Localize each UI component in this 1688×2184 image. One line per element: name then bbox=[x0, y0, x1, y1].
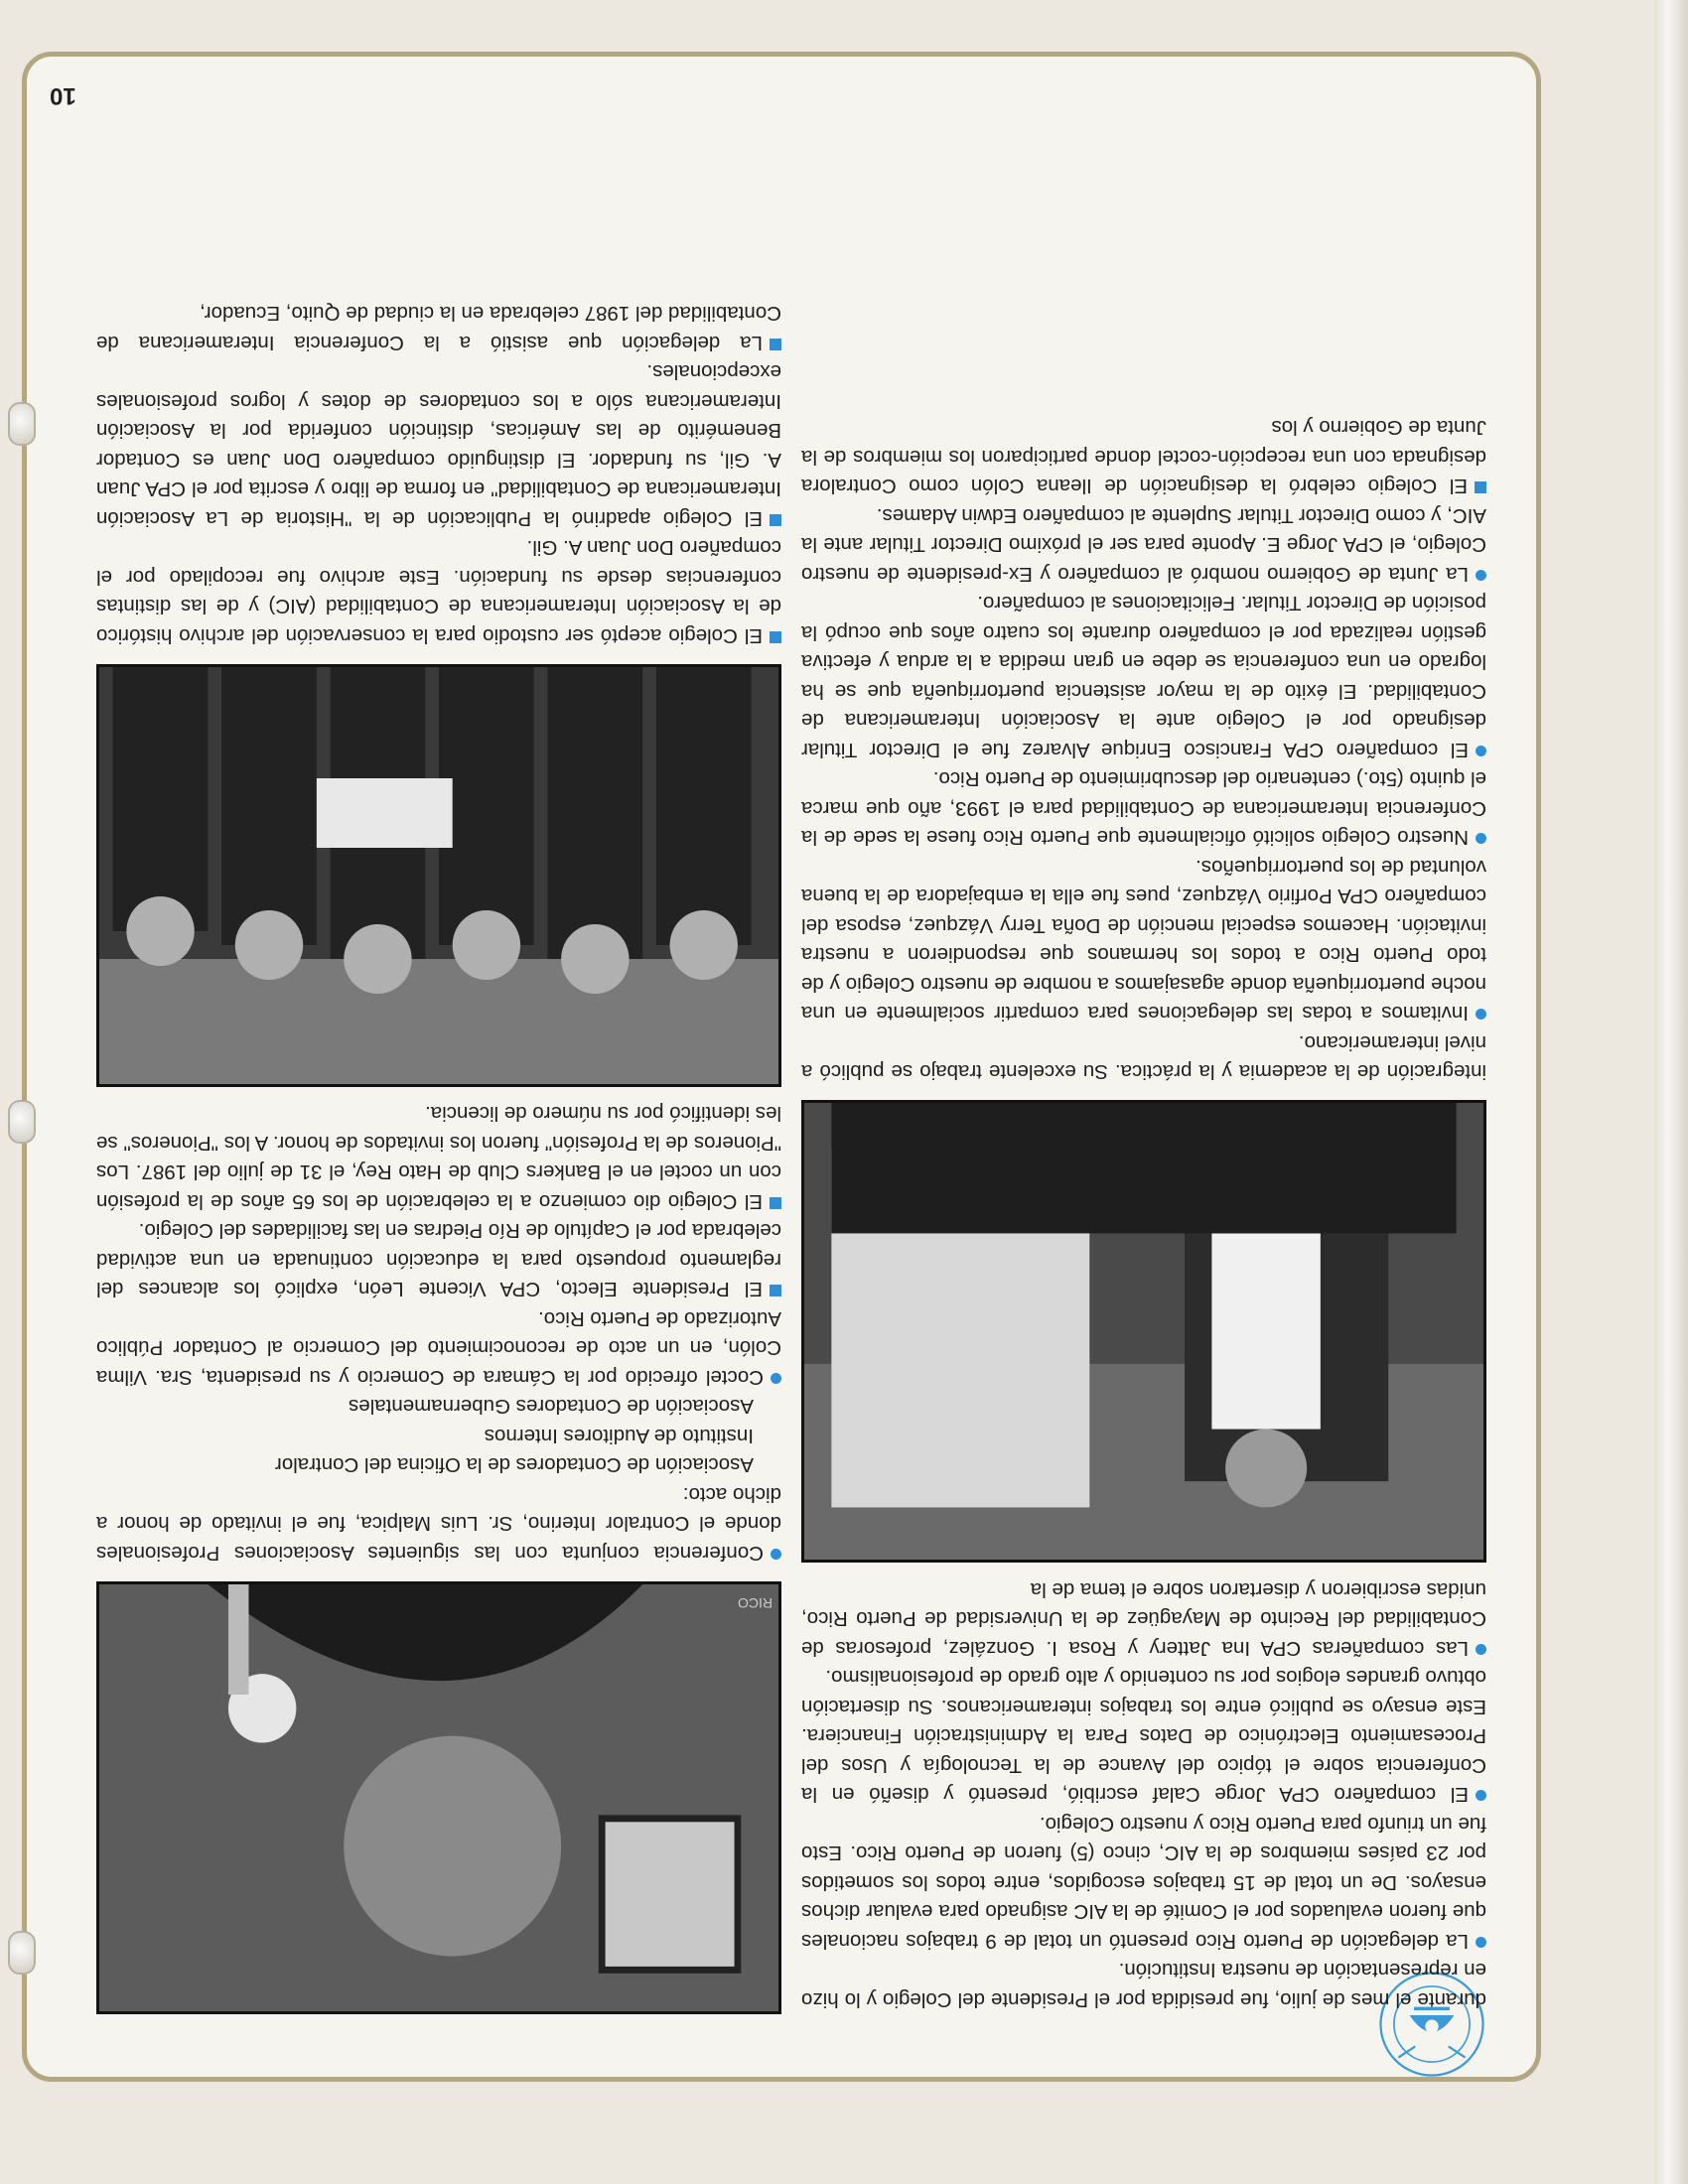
bullet-item: La delegación de Puerto Rico presentó un total de 9 trabajos nacionales que fueron evaluados por el Comité de la AIC asignado para evaluar dichos ensayos. De un total de 15 trabajos escogidos, entre todos los sometidos por 23 países miembros de la AIC, cinco (5) fueron de Puerto Rico. Esto fue un triunfo para Puerto Rico y nuestro Colegio. bbox=[801, 1813, 1486, 1953]
blue-bullet-icon bbox=[1476, 834, 1486, 845]
photo-caption-text: RICO bbox=[738, 1595, 773, 1612]
paragraph: integración de la academia y la práctica. Su excelente trabajo se publicó a nivel interamericano. bbox=[801, 1031, 1486, 1084]
bullet-item: El Colegio dio comienzo a la celebración de los 65 años de la profesión con un coctel en el Bankers Club de Hato Rey, el 31 de julio del 1987. Los "Pioneros de la Profesión" fueron los invitados de honor. A los "Pioneros" se les identificó por su número de licencia. bbox=[96, 1102, 781, 1213]
blue-bullet-icon bbox=[771, 1549, 781, 1560]
photo-man-at-microphone bbox=[96, 1581, 781, 2014]
indented-item: Instituto de Auditores Internos bbox=[484, 1425, 754, 1447]
blue-square-bullet-icon bbox=[770, 339, 781, 350]
blue-bullet-icon bbox=[1476, 746, 1486, 756]
bullet-item: El compañero CPA Francisco Enrique Alvarez fue el Director Titular designado por el Colegio ante la Asociación Interamericana de Contabilidad. El éxito de la mayor asistencia puertorriqueña que se ha logrado en una conferencia se debe en gran medida a la ardua y efectiva gestión realizada por el compañero durante los cuatro años que ocupó la posición de Director Titular. Felicitaciones al compañero. bbox=[801, 592, 1486, 761]
photo-speaker-at-podium bbox=[801, 1101, 1486, 1564]
blue-bullet-icon bbox=[1476, 570, 1486, 581]
bullet-item: Invitamos a todas las delegaciones para compartir socialmente en una noche puertorriqueña donde agasajamos a nombre de nuestro Colegio y de todo Puerto Rico a todos los hermanos que respondieron a nuestra invitación. Hacemos especial mención de Doña Terry Vázquez, esposa del compañero CPA Porfirio Vázquez, pues fue ella la embajadora de la buena voluntad de los puertorriqueños. bbox=[801, 856, 1486, 1025]
bullet-item: Coctel ofrecido por la Cámara de Comercio y su presidenta, Sra. Vilma Colón, en un acto de reconocimiento del Comercio al Contador Público Autorizado de Puerto Rico. bbox=[96, 1307, 781, 1389]
blue-square-bullet-icon bbox=[770, 1286, 781, 1297]
bullet-item: El compañero CPA Jorge Calaf escribió, presentó y diseñó en la Conferencia sobre el tópico del Avance de la Tecnología y Usos del Procesamiento Electrónico de Datos Para la Administración Financiera. Este ensayo se publicó entre los trabajos interamericanos. Su disertación obtuvo grandes elogios por su contenido y alto grado de profesionalismo. bbox=[801, 1666, 1486, 1807]
column-one bbox=[801, 413, 1486, 2014]
bullet-item: El Colegio aceptó ser custodio para la conservación del archivo histórico de la Asociación Interamericana de Contabilidad (AIC) y de las distintas conferencias desde su fundación. Este archivo fue recopilado por el compañero Don Juan A. Gil. bbox=[96, 536, 781, 647]
blue-bullet-icon bbox=[1476, 1644, 1486, 1655]
bullet-item: Conferencia conjunta con las siguientes Asociaciones Profesionales donde el Contralor Interino, Sr. Luis Malpica, fue el invitado de honor a dicho acto: bbox=[96, 1483, 781, 1565]
bullet-item: La delegación que asistió a la Conferencia Interamericana de Contabilidad del 1987 celebrada en la ciudad de Quito, Ecuador, bbox=[96, 302, 781, 354]
blue-square-bullet-icon bbox=[770, 514, 781, 526]
photo-group-of-men bbox=[96, 664, 781, 1087]
bullet-item: El Colegio apadrinó la Publicación de la "Historia de La Asociación Interamericana de Contabilidad" en forma de libro y escrita por el CPA Juan A. Gil, su fundador. El distinguido compañero Don Juan es Contador Benemérito de las Américas, distinción conferida por la Asociación Interamericana sólo a los contadores de dotes y logros profesionales excepcionales. bbox=[96, 360, 781, 530]
blue-square-bullet-icon bbox=[770, 1197, 781, 1209]
blue-bullet-icon bbox=[771, 1373, 781, 1384]
scan-page-edge bbox=[1654, 0, 1688, 2184]
blue-square-bullet-icon bbox=[770, 631, 781, 643]
indented-item: Asociación de Contadores de la Oficina del Contralor bbox=[274, 1453, 754, 1477]
blue-bullet-icon bbox=[1476, 1010, 1486, 1021]
bullet-item: El Presidente Electo, CPA Vicente León, explicó los alcances del reglamento propuesto para la educación continuada en una actividad celebrada por el Capítulo de Río Piedras en las facilidades del Colegio. bbox=[96, 1219, 781, 1301]
bullet-item: La Junta de Gobierno nombró al compañero y Ex-presidente de nuestro Colegio, el CPA Jorge E. Aponte para ser el próximo Director Titular ante la AIC, y como Director Titular Suplente al compañero Edwin Adames. bbox=[801, 504, 1486, 586]
blue-bullet-icon bbox=[1476, 1791, 1486, 1802]
bullet-item: El Colegio celebró la designación de Ileana Colón como Contralora designada con una recepción-coctel donde participaron los miembros de la Junta de Gobierno y los bbox=[801, 416, 1486, 498]
bullet-item: Las compañeras CPA Ina Jattery y Rosa I. González, profesoras de Contabilidad del Recinto de Mayagüez de la Universidad de Puerto Rico, unidas escribieron y disertaron sobre el tema de la bbox=[801, 1578, 1486, 1660]
blue-bullet-icon bbox=[1476, 1937, 1486, 1948]
paragraph: durante el mes de julio, fue presidida por el Presidente del Colegio y lo hizo en representación de nuestra Institución. bbox=[801, 1959, 1486, 2011]
column-two bbox=[96, 299, 781, 2014]
blue-square-bullet-icon bbox=[1475, 482, 1486, 494]
rotated-page-content bbox=[22, 52, 1541, 2082]
bullet-item: Nuestro Colegio solicitó oficialmente que Puerto Rico fuese la sede de la Conferencia Interamericana de Contabilidad para el 1993, año que marca el quinto (5to.) centenario del descubrimiento de Puerto Rico. bbox=[801, 767, 1486, 850]
page-number: 10 bbox=[50, 82, 76, 109]
indented-item: Asociación de Contadores Gubernamentales bbox=[349, 1395, 754, 1419]
